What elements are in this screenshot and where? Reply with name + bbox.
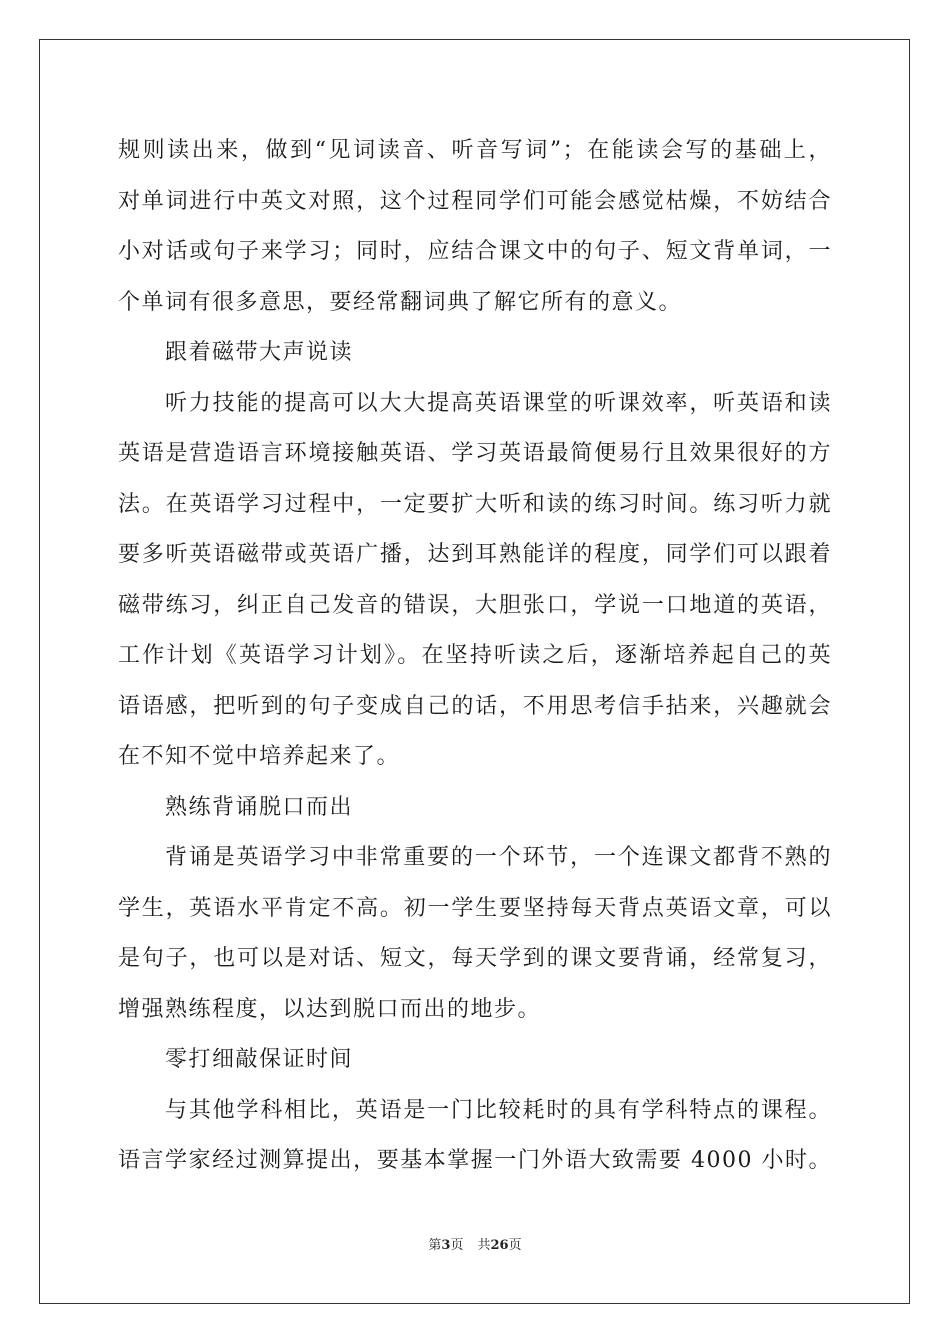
total-prefix: 共 — [477, 1238, 491, 1253]
text-line: 规则读出来，做到“见词读音、听音写词”；在能读会写的基础上， — [118, 138, 832, 163]
text-line: 在不知不觉中培养起来了。 — [118, 744, 401, 769]
text-line: 对单词进行中英文对照，这个过程同学们可能会感觉枯燥，不妨结合 — [118, 188, 832, 214]
total-pages: 26 — [490, 1238, 509, 1253]
text-line: 工作计划《英语学习计划》。在坚持听读之后，逐渐培养起自己的英 — [118, 643, 832, 668]
text-line: 跟着磁带大声说读 — [165, 340, 354, 365]
page-footer — [0, 1234, 950, 1253]
total-suffix: 页 — [508, 1238, 522, 1253]
page-number: 3 — [441, 1238, 451, 1253]
text-line: 磁带练习，纠正自己发音的错误，大胆张口，学说一口地道的英语， — [118, 592, 832, 618]
text-line: 与其他学科相比，英语是一门比较耗时的具有学科特点的课程。 — [165, 1097, 832, 1123]
text-line: 法。在英语学习过程中，一定要扩大听和读的练习时间。练习听力就 — [118, 491, 832, 517]
text-line: 背诵是英语学习中非常重要的一个环节，一个连课文都背不熟的 — [165, 845, 832, 870]
text-line: 学生，英语水平肯定不高。初一学生要坚持每天背点英语文章，可以 — [118, 895, 832, 921]
text-line: 听力技能的提高可以大大提高英语课堂的听课效率，听英语和读 — [165, 390, 832, 416]
text-line: 是句子，也可以是对话、短文，每天学到的课文要背诵，经常复习， — [118, 946, 832, 971]
text-line: 语语感，把听到的句子变成自己的话，不用思考信手拈来，兴趣就会 — [118, 693, 832, 719]
text-line: 英语是营造语言环境接触英语、学习英语最简便易行且效果很好的方 — [118, 441, 832, 466]
text-line: 熟练背诵脱口而出 — [165, 794, 354, 820]
page-prefix: 第 — [428, 1238, 442, 1253]
text-line: 零打细敲保证时间 — [165, 1047, 354, 1072]
text-line: 要多听英语磁带或英语广播，达到耳熟能详的程度，同学们可以跟着 — [118, 542, 832, 567]
page-suffix: 页 — [450, 1238, 464, 1253]
text-line: 增强熟练程度，以达到脱口而出的地步。 — [118, 996, 542, 1022]
text-line: 小对话或句子来学习；同时，应结合课文中的句子、短文背单词，一 — [118, 239, 832, 264]
text-line: 语言学家经过测算提出，要基本掌握一门外语大致需要 4000 小时。 — [118, 1148, 832, 1173]
document-body — [118, 126, 832, 1187]
text-line: 个单词有很多意思，要经常翻词典了解它所有的意义。 — [118, 289, 683, 315]
